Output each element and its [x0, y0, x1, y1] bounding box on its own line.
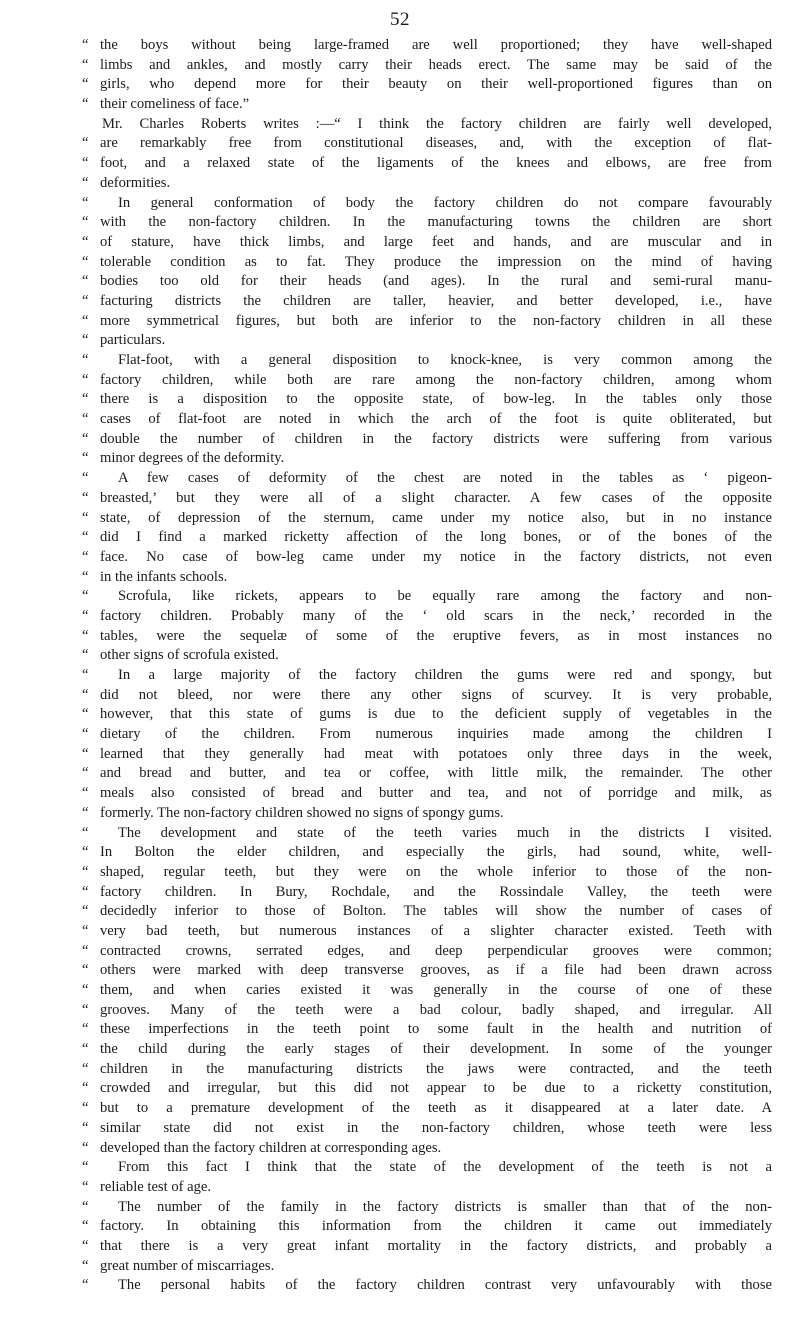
- quote-mark: “: [82, 155, 89, 172]
- quote-mark: “: [82, 706, 89, 723]
- text-line: [82, 154, 772, 174]
- text-line: [82, 942, 772, 962]
- text-line: [82, 843, 772, 863]
- quote-mark: “: [82, 489, 89, 506]
- text-line: [82, 213, 772, 233]
- line-text: factory children, while both are rare among the non-factory children, among whom: [100, 371, 772, 388]
- line-text: did not bleed, nor were there any other signs of scurvey. It is very probable,: [100, 686, 772, 703]
- text-line: [82, 705, 772, 725]
- line-text: in the infants schools.: [100, 568, 228, 585]
- line-text: their comeliness of face.”: [100, 96, 250, 113]
- line-text: meals also consisted of bread and butter and tea, and not of porridge and milk, as: [100, 785, 772, 802]
- quote-mark: “: [82, 37, 89, 53]
- text-line: [82, 1079, 772, 1099]
- text-line: [82, 1158, 772, 1178]
- text-line: [82, 430, 772, 450]
- quote-mark: “: [82, 765, 89, 782]
- quote-mark: “: [82, 745, 89, 762]
- quote-mark: “: [82, 863, 89, 880]
- line-text: The personal habits of the factory children contrast very unfavourably with those: [118, 1277, 772, 1294]
- quote-mark: “: [82, 214, 89, 231]
- text-line: [82, 961, 772, 981]
- quote-mark: “: [82, 96, 89, 113]
- quote-mark: “: [82, 1041, 89, 1058]
- line-text: with the non-factory children. In the manufacturing towns the children are short: [100, 214, 772, 231]
- quote-mark: “: [82, 548, 89, 565]
- line-text: the child during the early stages of their development. In some of the younger: [100, 1041, 772, 1058]
- quote-mark: “: [82, 1257, 89, 1274]
- line-text: minor degrees of the deformity.: [100, 450, 285, 467]
- line-text: In Bolton the elder children, and especially the girls, had sound, white, well-: [100, 844, 772, 861]
- quote-mark: “: [82, 1119, 89, 1136]
- quote-mark: “: [82, 312, 89, 329]
- text-line: [82, 725, 772, 745]
- text-line: [82, 548, 772, 568]
- quote-mark: “: [82, 194, 89, 211]
- line-text: Scrofula, like rickets, appears to be equally rare among the factory and non-: [118, 588, 772, 605]
- line-text: facturing districts the children are taller, heavier, and better developed, i.e., have: [100, 292, 772, 309]
- line-text: are remarkably free from constitutional diseases, and, with the exception of flat-: [100, 135, 772, 152]
- text-line: [82, 804, 772, 824]
- line-text: limbs and ankles, and mostly carry their heads erect. The same may be said of the: [100, 56, 772, 73]
- line-text: Flat-foot, with a general disposition to knock-knee, is very common among the: [118, 352, 772, 368]
- text-line: [82, 686, 772, 706]
- quote-mark: “: [82, 667, 89, 683]
- quote-mark: “: [82, 922, 89, 939]
- text-line: [82, 233, 772, 253]
- text-line: [82, 1178, 772, 1198]
- text-line: [82, 272, 772, 292]
- line-text: of stature, have thick limbs, and large feet and hands, and are muscular and in: [100, 233, 772, 250]
- quote-mark: “: [82, 470, 89, 487]
- line-text: developed than the factory children at corresponding ages.: [100, 1139, 442, 1156]
- line-text: children in the manufacturing districts the jaws were contracted, and the teeth: [100, 1060, 772, 1077]
- quote-mark: “: [82, 1159, 89, 1176]
- text-line: [82, 390, 772, 410]
- text-line: [82, 449, 772, 469]
- quote-mark: “: [82, 411, 89, 428]
- line-text: reliable test of age.: [100, 1178, 212, 1195]
- line-text: tolerable condition as to fat. They produce the impression on the mind of having: [100, 253, 772, 270]
- text-line: [82, 1257, 772, 1277]
- quote-mark: “: [82, 568, 89, 585]
- line-text: cases of flat-foot are noted in which the arch of the foot is quite obliterated, but: [100, 411, 772, 428]
- quote-mark: “: [82, 962, 89, 979]
- quote-mark: “: [82, 1080, 89, 1097]
- quote-mark: “: [82, 627, 89, 644]
- quote-mark: “: [82, 1021, 89, 1038]
- quote-mark: “: [82, 1198, 89, 1215]
- quote-mark: “: [82, 1060, 89, 1077]
- quote-mark: “: [82, 686, 89, 703]
- quote-mark: “: [82, 883, 89, 900]
- line-text: bodies too old for their heads (and ages). In the rural and semi-rural manu-: [100, 273, 772, 290]
- quote-mark: “: [82, 824, 89, 841]
- quote-mark: “: [82, 903, 89, 920]
- quote-mark: “: [82, 785, 89, 802]
- line-text: foot, and a relaxed state of the ligaments of the knees and elbows, are free from: [100, 155, 772, 172]
- quote-mark: “: [82, 726, 89, 743]
- text-line: [82, 607, 772, 627]
- line-text: tables, were the sequelæ of some of the eruptive fevers, as in most instances no: [100, 627, 772, 644]
- line-text: Mr. Charles Roberts writes :—“ I think the factory children are fairly well developed,: [102, 115, 772, 132]
- quote-mark: “: [82, 647, 89, 664]
- text-line: [82, 1139, 772, 1159]
- page-number: 52: [390, 9, 410, 30]
- text-line: [82, 351, 772, 371]
- line-text: crowded and irregular, but this did not appear to be due to a ricketty constitution,: [100, 1080, 772, 1097]
- quote-mark: “: [82, 371, 89, 388]
- quote-mark: “: [82, 1001, 89, 1018]
- text-line: [82, 469, 772, 489]
- line-text: A few cases of deformity of the chest are noted in the tables as ‘ pigeon-: [118, 470, 772, 487]
- text-line: [82, 1001, 772, 1021]
- quote-mark: “: [82, 1237, 89, 1254]
- line-text: double the number of children in the factory districts were suffering from various: [100, 430, 772, 447]
- line-text: The development and state of the teeth varies much in the districts I visited.: [118, 824, 772, 841]
- text-line: [82, 1276, 772, 1296]
- text-line: [82, 489, 772, 509]
- line-text: shaped, regular teeth, but they were on the whole inferior to those of the non-: [100, 863, 772, 880]
- line-text: them, and when caries existed it was generally in the course of one of these: [100, 982, 772, 998]
- text-line: [82, 627, 772, 647]
- line-text: very bad teeth, but numerous instances of a slighter character existed. Teeth with: [100, 922, 772, 939]
- text-line: [82, 568, 772, 588]
- line-text: deformities.: [100, 174, 171, 191]
- text-line: [82, 410, 772, 430]
- quote-mark: “: [82, 844, 89, 861]
- line-text: From this fact I think that the state of the development of the teeth is not a: [118, 1159, 772, 1176]
- line-text: others were marked with deep transverse grooves, as if a file had been drawn across: [100, 962, 772, 979]
- text-line: [82, 666, 772, 686]
- text-line: [82, 1040, 772, 1060]
- text-line: [82, 902, 772, 922]
- text-line: [82, 824, 772, 844]
- line-text: particulars.: [100, 332, 166, 349]
- quote-mark: “: [82, 352, 89, 368]
- quote-mark: “: [82, 76, 89, 93]
- line-text: The number of the family in the factory districts is smaller than that of the non-: [118, 1198, 772, 1215]
- body-text: [82, 36, 772, 1296]
- quote-mark: “: [82, 804, 89, 821]
- quote-mark: “: [82, 273, 89, 290]
- line-text: and bread and butter, and tea or coffee, with little milk, the remainder. The other: [100, 765, 772, 782]
- line-text: learned that they generally had meat with potatoes only three days in the week,: [100, 745, 772, 762]
- text-line: [82, 174, 772, 194]
- line-text: decidedly inferior to those of Bolton. The tables will show the number of cases of: [100, 903, 772, 920]
- line-text: the boys without being large-framed are well proportioned; they have well-shaped: [100, 37, 772, 53]
- text-line: [82, 134, 772, 154]
- text-line: [82, 1099, 772, 1119]
- line-text: these imperfections in the teeth point to some fault in the health and nutrition of: [100, 1021, 772, 1038]
- line-text: dietary of the children. From numerous inquiries made among the children I: [100, 726, 772, 743]
- quote-mark: “: [82, 253, 89, 270]
- line-text: breasted,’ but they were all of a slight character. A few cases of the opposite: [100, 489, 772, 506]
- quote-mark: “: [82, 430, 89, 447]
- quote-mark: “: [82, 1277, 89, 1294]
- text-line: [82, 115, 772, 135]
- text-line: [82, 371, 772, 391]
- text-line: [82, 764, 772, 784]
- text-line: [82, 863, 772, 883]
- line-text: did I find a marked ricketty affection of the long bones, or of the bones of the: [100, 529, 772, 546]
- text-line: [82, 1237, 772, 1257]
- text-line: [82, 1198, 772, 1218]
- text-line: [82, 253, 772, 273]
- text-line: [82, 646, 772, 666]
- text-line: [82, 784, 772, 804]
- line-text: factory. In obtaining this information from the children it came out immediately: [100, 1218, 772, 1235]
- text-line: [82, 292, 772, 312]
- line-text: other signs of scrofula existed.: [100, 647, 279, 664]
- quote-mark: “: [82, 1139, 89, 1156]
- quote-mark: “: [82, 942, 89, 959]
- quote-mark: “: [82, 233, 89, 250]
- quote-mark: “: [82, 529, 89, 546]
- text-line: [82, 95, 772, 115]
- quote-mark: “: [82, 509, 89, 526]
- line-text: In a large majority of the factory children the gums were red and spongy, but: [118, 667, 772, 683]
- line-text: face. No case of bow-leg came under my notice in the factory districts, not even: [100, 548, 772, 565]
- text-line: [82, 194, 772, 214]
- quote-mark: “: [82, 332, 89, 349]
- line-text: similar state did not exist in the non-factory children, whose teeth were less: [100, 1119, 772, 1136]
- line-text: more symmetrical figures, but both are inferior to the non-factory children in all these: [100, 312, 772, 329]
- line-text: state, of depression of the sternum, came under my notice also, but in no instance: [100, 509, 772, 526]
- text-line: [82, 1119, 772, 1139]
- text-line: [82, 981, 772, 1001]
- quote-mark: “: [82, 174, 89, 191]
- text-line: [82, 312, 772, 332]
- line-text: great number of miscarriages.: [100, 1257, 275, 1274]
- line-text: that there is a very great infant mortality in the factory districts, and probably a: [100, 1237, 772, 1254]
- text-line: [82, 1020, 772, 1040]
- text-line: [82, 331, 772, 351]
- text-line: [82, 1217, 772, 1237]
- line-text: however, that this state of gums is due to the deficient supply of vegetables in the: [100, 706, 772, 723]
- quote-mark: “: [82, 292, 89, 309]
- text-line: [82, 509, 772, 529]
- quote-mark: “: [82, 56, 89, 73]
- text-line: [82, 587, 772, 607]
- text-line: [82, 745, 772, 765]
- text-line: [82, 883, 772, 903]
- line-text: factory children. Probably many of the ‘ old scars in the neck,’ recorded in the: [100, 607, 772, 624]
- text-line: [82, 528, 772, 548]
- line-text: contracted crowns, serrated edges, and deep perpendicular grooves were common;: [100, 942, 772, 959]
- quote-mark: “: [82, 135, 89, 152]
- text-line: [82, 922, 772, 942]
- quote-mark: “: [82, 982, 89, 998]
- text-line: [82, 1060, 772, 1080]
- line-text: factory children. In Bury, Rochdale, and the Rossindale Valley, the teeth were: [100, 883, 772, 900]
- quote-mark: “: [82, 391, 89, 408]
- quote-mark: “: [82, 450, 89, 467]
- quote-mark: “: [82, 1178, 89, 1195]
- line-text: girls, who depend more for their beauty on their well-proportioned figures than on: [100, 76, 772, 93]
- line-text: In general conformation of body the factory children do not compare favourably: [118, 194, 772, 211]
- quote-mark: “: [82, 607, 89, 624]
- line-text: there is a disposition to the opposite state, of bow-leg. In the tables only those: [100, 391, 772, 408]
- line-text: formerly. The non-factory children showed no signs of spongy gums.: [100, 804, 504, 821]
- line-text: but to a premature development of the teeth as it disappeared at a later date. A: [100, 1100, 772, 1117]
- quote-mark: “: [82, 1218, 89, 1235]
- text-line: [82, 56, 772, 76]
- quote-mark: “: [82, 588, 89, 605]
- quote-mark: “: [82, 1100, 89, 1117]
- text-line: [82, 36, 772, 56]
- line-text: grooves. Many of the teeth were a bad colour, badly shaped, and irregular. All: [100, 1001, 772, 1018]
- text-line: [82, 75, 772, 95]
